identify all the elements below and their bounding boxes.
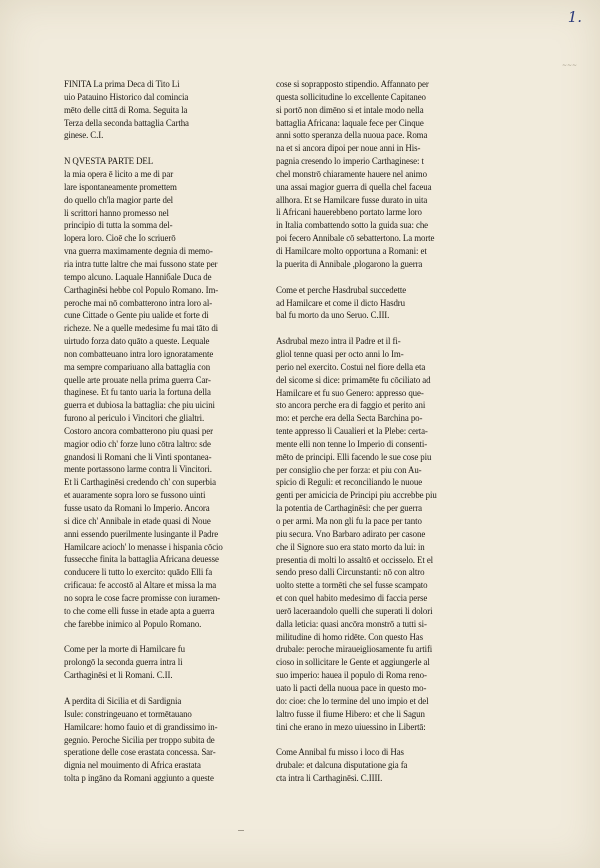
text-line: che il Signore suo era stato morto da lui: in	[276, 541, 425, 552]
text-line: militudine di homo ridēte. Con questo Has	[276, 631, 424, 642]
text-line: pagnia cresendo lo imperio Carthaginese: t	[276, 156, 424, 167]
text-line: per consiglio che per forza: et piu con Au-	[276, 464, 422, 475]
text-line: si dice ch' Annibale in etade quasi di Noue	[64, 515, 211, 526]
text-line: ma sempre compariuano alla battaglia con	[64, 361, 211, 372]
paragraph-gap	[276, 322, 476, 335]
text-line: sendo preso dalli Circunstanti: nō con altro	[276, 567, 425, 578]
text-line: dalla leticia: quasi ancōra monstrō a tutti si-	[276, 618, 427, 629]
left-text-column	[64, 78, 264, 785]
text-line: uio Patauino Historico dal comincia	[64, 91, 189, 102]
text-line: to che come elli fusse in etade apta a guerra	[64, 605, 215, 616]
text-line: do quello ch'la magior parte del	[64, 194, 174, 205]
paragraph-gap	[64, 630, 264, 643]
text-line: Come Annibal fu misso i loco di Has	[276, 747, 404, 758]
text-line: allhora. Et se Hamilcare fusse durato in uita	[276, 194, 428, 205]
text-line: lopera loro. Cioē che Io scriuerō	[64, 233, 176, 244]
text-line: cose si soprapposto stipendio. Affannato per	[276, 79, 429, 89]
text-line: ginese. C.I.	[64, 130, 104, 141]
text-line: bal fu morto da uno Seruo. C.III.	[276, 310, 390, 321]
text-line: peroche mai nō combatterono intra loro al-	[64, 297, 213, 308]
text-line: no sopra le cose facre promisse con iuramen-	[64, 592, 221, 603]
text-line: mente portassono larme contra li Vincitori.	[64, 464, 212, 475]
text-line: richeze. Ne a quelle medesime fu mai tāto di	[64, 323, 219, 334]
text-line: uato li pacti della nuoua pace in questo mo-	[276, 682, 427, 693]
folio-number: 1.	[567, 8, 582, 26]
text-line: sto ancora perche era di faggio et perito ani	[276, 400, 426, 411]
text-line: ad Hamilcare et come il dicto Hasdru	[276, 297, 405, 308]
text-line: et auaramente sopra loro se fussono uinti	[64, 490, 206, 501]
text-line: mente elli non tenne lo Imperio di consenti-	[276, 438, 428, 449]
text-line: gegnio. Peroche Sicilia per troppo subita de	[64, 734, 215, 745]
text-line: quelle arte prouate nella prima guerra Car-	[64, 374, 211, 385]
text-line: cune Cittade o Gente piu ualide et forte di	[64, 310, 209, 321]
text-line: questa sollicitudine lo excellente Capitaneo	[276, 91, 426, 102]
text-line: battaglia Africana: laquale fece per Cinque	[276, 117, 424, 128]
text-line: o per armi. Ma non gli fu la pace per tanto	[276, 516, 422, 526]
text-line: tini che erano in mezo uiuessino in Libertā:	[276, 721, 426, 732]
text-line: si portō non dimēno si et intale modo nella	[276, 104, 424, 115]
text-line: tente appresso li Caualieri et la Plebe: certa-	[276, 426, 428, 437]
text-line: di Hamilcare molto opportuna a Romani: et	[276, 245, 427, 256]
text-line: anni essendo puerilmente lusingante il Padre	[64, 528, 219, 539]
text-line: piu secura. Vno Barbaro adirato per casone	[276, 528, 426, 539]
text-line: non combatteuano intra loro ignoratamente	[64, 348, 214, 359]
text-line: do: cioe: che lo termine del uno impio et del	[276, 695, 429, 706]
text-line: la mia opera ē licito a me di par	[64, 169, 174, 180]
text-line: prolongō la seconda guerra intra li	[64, 657, 183, 668]
text-line: FINITA La prima Deca di Tito Li	[64, 79, 180, 89]
text-line: tempo alcuno. Laquale Hanniбale Duca de	[64, 271, 212, 282]
text-line: guerra et dubiosa la battaglia: che piu uicini	[64, 400, 215, 411]
text-line: uirtudo forza dato quāto a queste. Lequale	[64, 336, 210, 347]
text-line: lare ispontaneamente promettem	[64, 181, 177, 192]
text-line: Et li Carthaginēsi credendo ch' con superbia	[64, 477, 216, 488]
text-line: suo imperio: hauea il populo di Roma reno-	[276, 670, 427, 681]
text-line: Hamilcare: homo fauio et di grandissimo in-	[64, 721, 218, 732]
text-line: uerō laceraandolo quelli che superati li dolori	[276, 605, 433, 616]
text-line: presentia di molti lo assaltō et occisselo. Et el	[276, 554, 434, 565]
text-line: spicio di Reguli: et reconciliando le nuoue	[276, 477, 423, 488]
text-line: Come per la morte di Hamilcare fu	[64, 644, 185, 655]
text-line: Come et perche Hasdrubal succedette	[276, 284, 407, 295]
text-line: vna guerra maximamente degnia di memo-	[64, 246, 213, 257]
text-line: Hamilcare acioch' lo menasse i hispania cōcio	[64, 541, 223, 552]
text-line: fusse usato da Romani lo Imperio. Ancora	[64, 503, 210, 513]
text-line: li Africani hauerebbeno portato larme loro	[276, 207, 422, 218]
text-line: anni sotto speranza della nuoua pace. Roma	[276, 130, 428, 141]
text-line: fussecche finita la battaglia Africana deuesse	[64, 554, 219, 565]
text-line: cioso in sollicitare le Gente et aggiungerle al	[276, 657, 430, 668]
paragraph-gap	[64, 682, 264, 695]
text-line: Carthaginēsi hebbe col Populo Romano. Im-	[64, 284, 219, 295]
text-line: Isule: constringeuano et tormētauano	[64, 708, 192, 719]
text-line: A perdita di Sicilia et di Sardignia	[64, 695, 182, 706]
text-line: drubale: et dalcuna disputatione gia fa	[276, 760, 408, 771]
text-line: perio nel exercito. Costui nel fiore della eta	[276, 361, 426, 372]
text-line: thaginese. Et fu tanto uaria la fortuna della	[64, 387, 211, 398]
text-line: la puerita di Annibale ,plogarono la guerra	[276, 258, 423, 269]
text-line: genti per amicicia de Principi piu accrebbe piu	[276, 490, 437, 501]
paragraph-gap	[276, 271, 476, 284]
paragraph-gap	[64, 142, 264, 155]
text-line: magior odio ch' forze luno cōtra laltro: sde	[64, 438, 211, 449]
page-tick-mark	[238, 830, 244, 831]
text-line: Hamilcare et fu suo Genero: appresso que-	[276, 387, 424, 398]
right-text-column	[276, 78, 476, 785]
text-line: che farebbe inimico al Populo Romano.	[64, 618, 202, 629]
text-line: drubale: peroche miraueigliosamente fu artifi	[276, 644, 433, 655]
text-line: una assai magior guerra di quella chel faceua	[276, 181, 432, 192]
text-line: uolto stette a tormēti che sel fusse scampato	[276, 580, 428, 591]
text-line: Terza della seconda battaglia Cartha	[64, 117, 189, 128]
text-line: N QVESTA PARTE DEL	[64, 156, 154, 167]
text-line: speratione delle cose erastata concessa. Sar-	[64, 747, 216, 758]
text-line: cta intra li Carthaginēsi. C.IIII.	[276, 773, 383, 784]
text-line: tolta p ingāno da Romani aggiunto a queste	[64, 773, 214, 784]
text-line: chel monstrō chiaramente hauere nel animo	[276, 168, 427, 179]
paragraph-gap	[276, 733, 476, 746]
text-line: mēto de principi. Elli facendo le sue cose piu	[276, 451, 432, 462]
text-line: mo: et perche era della Secta Barchina po-	[276, 413, 423, 424]
text-line: mēto delle cittā di Roma. Seguita la	[64, 104, 188, 115]
text-line: laltro fusse il fiume Hibero: et che li Sagun	[276, 708, 425, 719]
text-line: Costoro ancora combatterono piu quasi per	[64, 425, 213, 436]
text-line: crificaua: fe accostō al Altare et missa la ma	[64, 580, 217, 591]
text-line: et con quel habito medesimo di faccia perse	[276, 593, 428, 604]
text-line: la potentia de Carthaginēsi: che per guerra	[276, 503, 423, 514]
text-line: in Italia combattendo sotto la guida sua: che	[276, 220, 429, 231]
text-line: na et si ancora dipoi per noue anni in His-	[276, 143, 421, 154]
text-line: gnandosi li Romani che li Vinti spontanea-	[64, 451, 212, 462]
margin-ornament: ~~~	[562, 62, 578, 69]
text-line: li scrittori hanno promesso nel	[64, 207, 169, 218]
text-line: furono al periculo i Vincitori che glialtri.	[64, 413, 205, 424]
text-line: del sicome si dice: primamēte fu cōciliato ad	[276, 374, 431, 385]
text-line: Asdrubal mezo intra il Padre et il fi-	[276, 336, 401, 347]
text-line: poi fecero Annibale cō sebattertono. La morte	[276, 233, 435, 244]
text-line: gliol tenne quasi per octo anni lo Im-	[276, 349, 404, 360]
text-line: principio di tutta la somma del-	[64, 220, 173, 231]
text-line: dignia nel mouimento di Africa erastata	[64, 760, 201, 771]
text-line: Carthaginēsi et li Romani. C.II.	[64, 670, 173, 681]
text-line: ria intra tutte laltre che mai fussono state per	[64, 258, 218, 269]
text-line: conducere li tutto lo exercito: quādo Elli fa	[64, 567, 213, 578]
